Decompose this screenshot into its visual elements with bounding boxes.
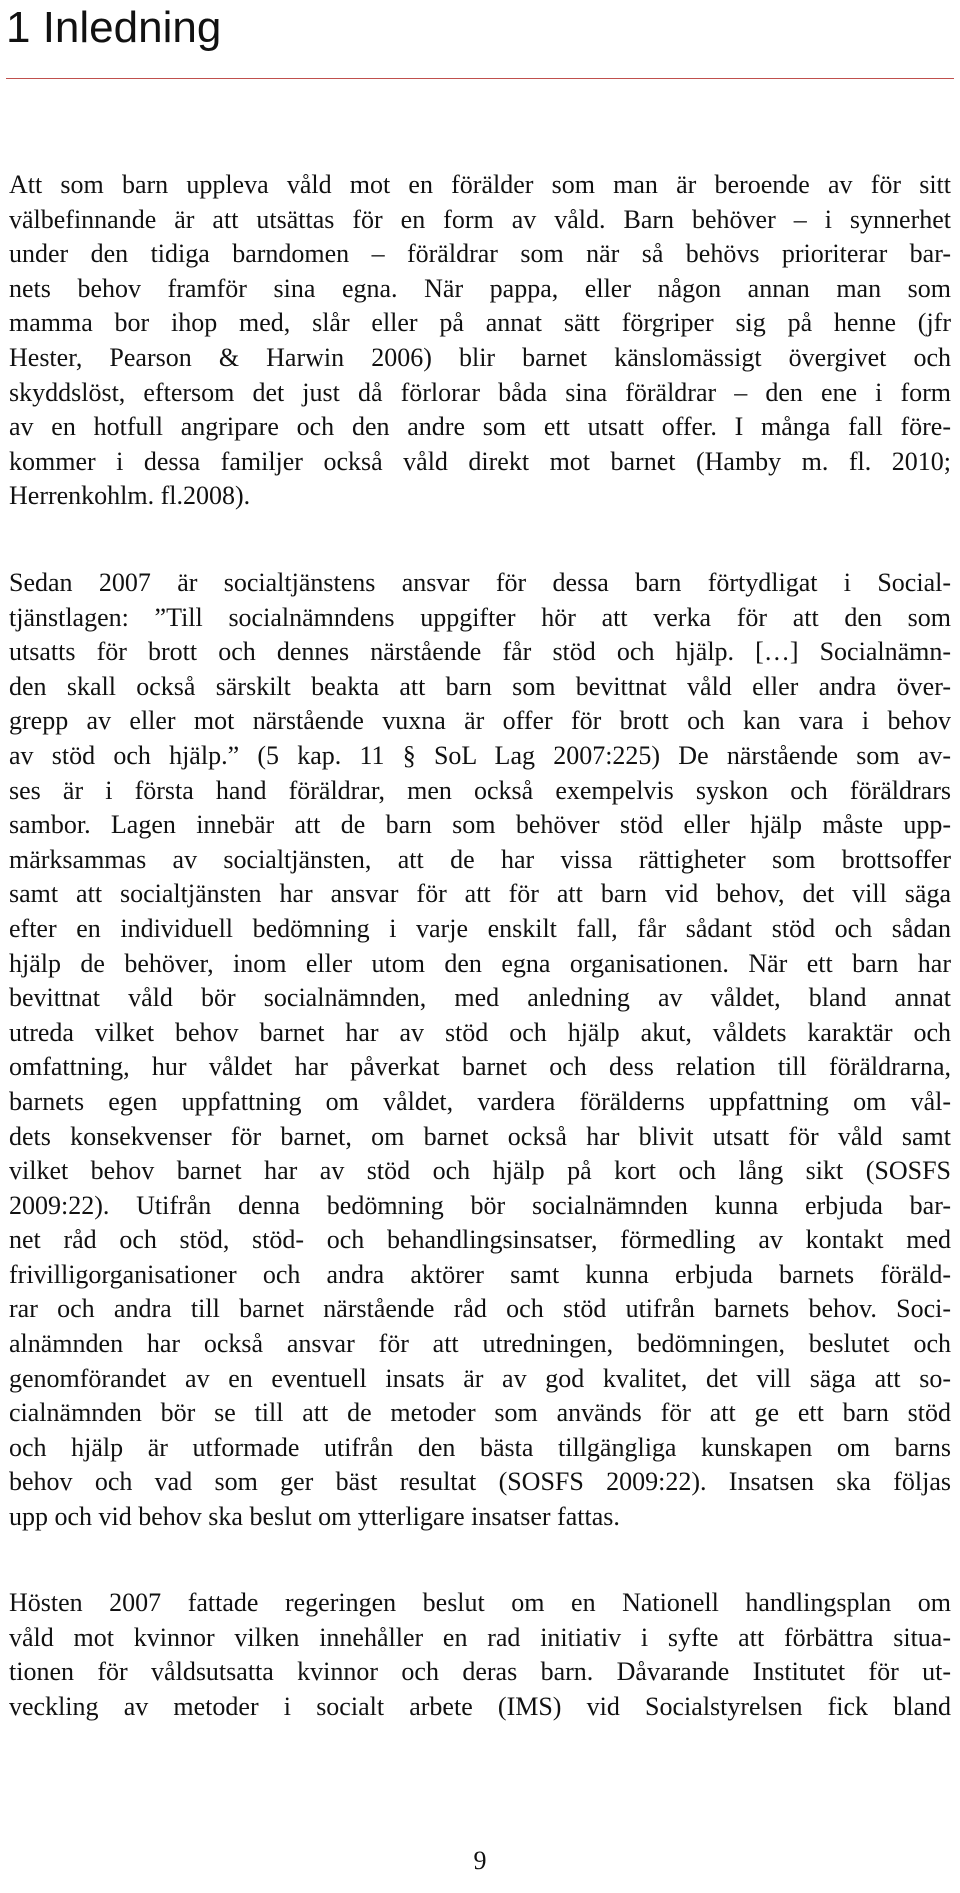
text-line: cialnämnden bör se till att de metoder som används för att ge ett barn stöd [9, 1398, 951, 1428]
text-line: alnämnden har också ansvar för att utredningen, bedömningen, beslutet och [9, 1329, 951, 1359]
text-line: bevittnat våld bör socialnämnden, med anledning av våldet, bland annat [9, 983, 951, 1013]
text-line: Sedan 2007 är socialtjänstens ansvar för dessa barn förtydligat i Social- [9, 568, 951, 597]
text-line: nets behov framför sina egna. När pappa, eller någon annan man som [9, 273, 951, 303]
text-line: kommer i dessa familjer också våld direkt mot barnet (Hamby m. fl. 2010; [9, 446, 951, 476]
text-line: hjälp de behöver, inom eller utom den egna organisationen. När ett barn har [9, 948, 951, 978]
text-line: genomförandet av en eventuell insats är av god kvalitet, det vill säga att so- [9, 1363, 951, 1393]
text-line: tionen för våldsutsatta kvinnor och deras barn. Dåvarande Institutet för ut- [9, 1657, 951, 1687]
paragraph-1 [9, 168, 951, 514]
text-line: samt att socialtjänsten har ansvar för att för att barn vid behov, det vill säga [9, 879, 951, 909]
text-line: Hester, Pearson & Harwin 2006) blir barnet känslomässigt övergivet och [9, 342, 951, 372]
text-line: mamma bor ihop med, slår eller på annat sätt förgriper sig på henne (jfr [9, 308, 951, 338]
text-line: grepp av eller mot närstående vuxna är offer för brott och kan vara i behov [9, 706, 951, 736]
text-line: veckling av metoder i socialt arbete (IMS) vid Socialstyrelsen fick bland [9, 1691, 951, 1721]
text-line: ses är i första hand föräldrar, men också exempelvis syskon och föräldrars [9, 775, 951, 805]
text-line: utreda vilket behov barnet har av stöd och hjälp akut, våldets karaktär och [9, 1017, 951, 1047]
page-number: 9 [473, 1846, 487, 1875]
text-line: Herrenkohlm. fl.2008). [9, 481, 251, 511]
text-line: skyddslöst, eftersom det just då förlorar båda sina föräldrar – den ene i form [9, 377, 951, 407]
text-line: vilket behov barnet har av stöd och hjälp på kort och lång sikt (SOSFS [9, 1156, 951, 1186]
text-line: rar och andra till barnet närstående råd och stöd utifrån barnets behov. Soci- [9, 1294, 951, 1324]
text-line: den skall också särskilt beakta att barn som bevittnat våld eller andra över- [9, 671, 951, 701]
text-line: dets konsekvenser för barnet, om barnet också har blivit utsatt för våld samt [9, 1121, 951, 1151]
text-line: våld mot kvinnor vilken innehåller en rad initiativ i syfte att förbättra situa- [9, 1622, 951, 1652]
chapter-heading: 1 Inledning [6, 3, 222, 52]
text-line: av en hotfull angripare och den andre som ett utsatt offer. I många fall före- [9, 412, 951, 442]
text-line: och hjälp är utformade utifrån den bästa tillgängliga kunskapen om barns [9, 1432, 951, 1462]
text-line: sambor. Lagen innebär att de barn som behöver stöd eller hjälp måste upp- [9, 810, 951, 840]
text-line: barnets egen uppfattning om våldet, vardera förälderns uppfattning om vål- [9, 1086, 951, 1116]
text-line: välbefinnande är att utsättas för en form av våld. Barn behöver – i synnerhet [9, 204, 951, 234]
text-line: utsatts för brott och dennes närstående får stöd och hjälp. […] Socialnämn- [9, 637, 951, 667]
text-line: av stöd och hjälp.” (5 kap. 11 § SoL Lag 2007:225) De närstående som av- [9, 740, 951, 770]
text-line: tjänstlagen: ”Till socialnämndens uppgifter hör att verka för att den som [9, 602, 951, 632]
text-line: frivilligorganisationer och andra aktörer samt kunna erbjuda barnets föräld- [9, 1259, 951, 1289]
text-line: upp och vid behov ska beslut om ytterligare insatser fattas. [9, 1502, 620, 1532]
text-line: under den tidiga barndomen – föräldrar som när så behövs prioriterar bar- [9, 239, 951, 269]
paragraph-3 [9, 1586, 951, 1724]
text-line: behov och vad som ger bäst resultat (SOSFS 2009:22). Insatsen ska följas [9, 1467, 951, 1497]
text-line: märksammas av socialtjänsten, att de har vissa rättigheter som brottsoffer [9, 844, 951, 874]
heading-divider [6, 78, 954, 79]
text-line: 2009:22). Utifrån denna bedömning bör socialnämnden kunna erbjuda bar- [9, 1190, 951, 1220]
text-line: Hösten 2007 fattade regeringen beslut om en Nationell handlingsplan om [9, 1588, 951, 1617]
paragraph-2 [9, 566, 951, 1535]
text-line: net råd och stöd, stöd- och behandlingsinsatser, förmedling av kontakt med [9, 1225, 951, 1255]
text-line: efter en individuell bedömning i varje enskilt fall, får sådant stöd och sådan [9, 913, 951, 943]
text-line: Att som barn uppleva våld mot en förälder som man är beroende av för sitt [9, 170, 951, 199]
text-line: omfattning, hur våldet har påverkat barnet och dess relation till föräldrarna, [9, 1052, 951, 1082]
